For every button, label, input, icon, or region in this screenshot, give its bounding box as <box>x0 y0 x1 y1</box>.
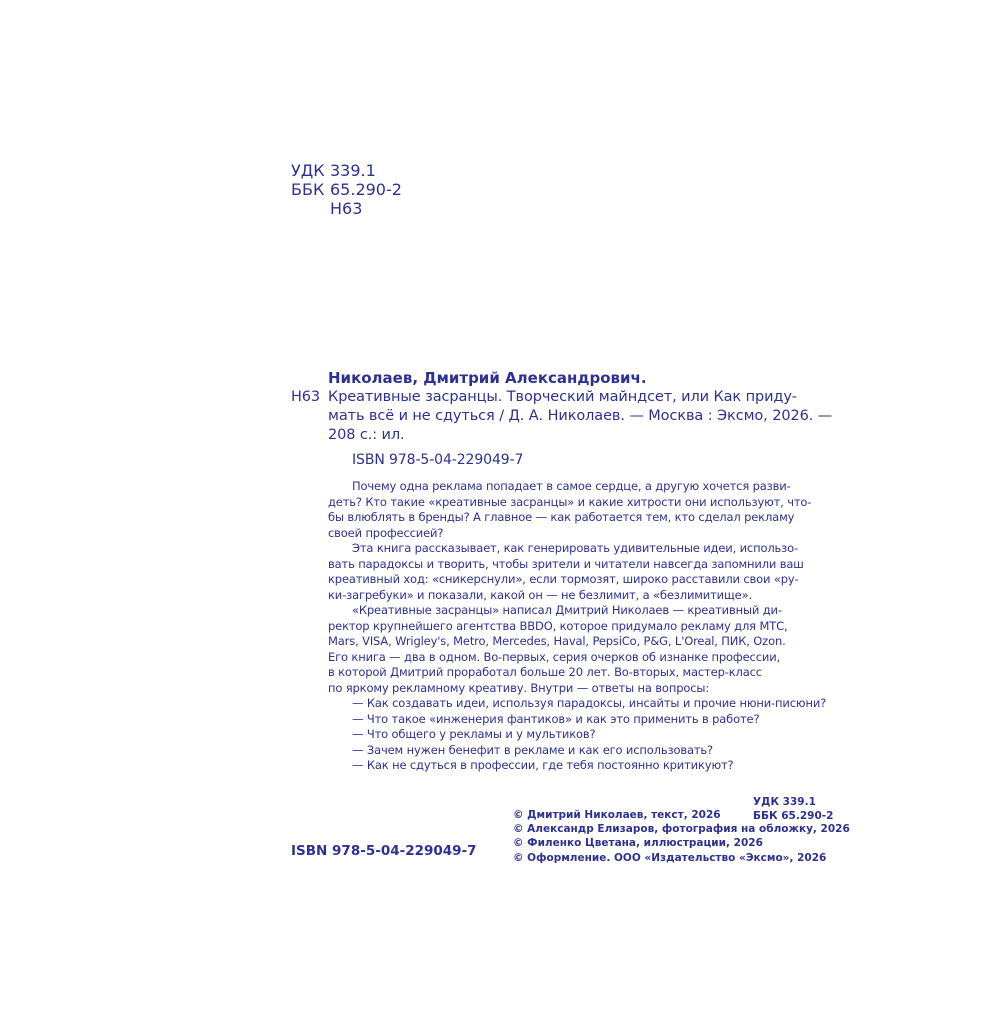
annotation-question: — Что общего у рекламы и у мультиков? <box>352 727 596 741</box>
copyright-line: © Оформление. ООО «Издательство «Эксмо», 2026 <box>513 851 827 864</box>
copyright-line: © Александр Елизаров, фотография на обложку, 2026 <box>513 823 850 836</box>
bibliographic-description <box>328 388 832 445</box>
annotation-line: Его книга — два в одном. Во-первых, серия очерков об изнанке профессии, <box>328 649 781 664</box>
annotation <box>328 479 826 774</box>
annotation-line: Эта книга рассказывает, как генерировать удивительные идеи, использо- <box>352 541 799 555</box>
classification-value: 65.290-2 <box>330 180 402 199</box>
copyright-block <box>513 808 850 865</box>
annotation-line: ки-загребуки» и показали, какой он — не безлимит, а «безлимитище». <box>328 587 752 602</box>
author-name: Николаев, Дмитрий Александрович. <box>328 369 647 387</box>
annotation-question: — Как создавать идеи, используя парадоксы, инсайты и прочие нюни-писюни? <box>352 696 827 710</box>
annotation-line: своей профессией? <box>328 525 444 540</box>
classification-author-mark <box>291 199 402 218</box>
annotation-line: по яркому рекламному креативу. Внутри — ответы на вопросы: <box>328 680 710 695</box>
classification-udk <box>291 161 402 180</box>
classification-block <box>291 161 402 218</box>
right-code-udk: УДК 339.1 <box>753 796 816 808</box>
isbn-bottom: ISBN 978-5-04-229049-7 <box>291 843 477 859</box>
copyright-line: © Дмитрий Николаев, текст, 2026 <box>513 809 721 821</box>
author-mark: Н63 <box>291 389 321 405</box>
annotation-line: деть? Кто такие «креативные засранцы» и какие хитрости они используют, что- <box>328 494 812 509</box>
annotation-question: — Как не сдуться в профессии, где тебя постоянно критикуют? <box>352 758 734 772</box>
description-line: Креативные засранцы. Творческий майндсет, или Как приду- <box>328 389 797 405</box>
annotation-question: — Что такое «инженерия фантиков» и как это применить в работе? <box>352 711 760 726</box>
annotation-line: бы влюблять в бренды? А главное — как работается тем, кто сделал рекламу <box>328 510 795 524</box>
annotation-question: — Зачем нужен бенефит в рекламе и как его использовать? <box>352 742 714 757</box>
annotation-line: ректор крупнейшего агентства BBDO, которое придумало рекламу для МТС, <box>328 618 788 633</box>
annotation-line: креативный ход: «сникерснули», если тормозят, широко расставили свои «ру- <box>328 572 799 586</box>
copyright-line: © Филенко Цветана, иллюстрации, 2026 <box>513 837 763 850</box>
classification-bbk <box>291 180 402 199</box>
annotation-line: вать парадоксы и творить, чтобы зрители и читатели навсегда запомнили ваш <box>328 556 804 571</box>
classification-value: Н63 <box>330 199 363 218</box>
annotation-line: Mars, VISA, Wrigley's, Metro, Mercedes, Haval, PepsiCo, P&G, L'Oreal, ПИК, Ozon. <box>328 634 786 648</box>
annotation-line: «Креативные засранцы» написал Дмитрий Николаев — креативный ди- <box>352 603 782 617</box>
right-code-bbk: ББК 65.290-2 <box>753 810 834 822</box>
description-line: 208 с.: ил. <box>328 427 405 443</box>
classification-key: ББК <box>291 180 325 199</box>
annotation-line: Почему одна реклама попадает в самое сердце, а другую хочется разви- <box>352 479 791 493</box>
classification-value: 339.1 <box>330 161 376 180</box>
isbn-line: ISBN 978-5-04-229049-7 <box>352 452 524 468</box>
classification-key: УДК <box>291 161 325 180</box>
annotation-line: в которой Дмитрий проработал больше 20 лет. Во-вторых, мастер-класс <box>328 665 762 679</box>
description-line: мать всё и не сдуться / Д. А. Николаев. — Москва : Эксмо, 2026. — <box>328 408 833 424</box>
